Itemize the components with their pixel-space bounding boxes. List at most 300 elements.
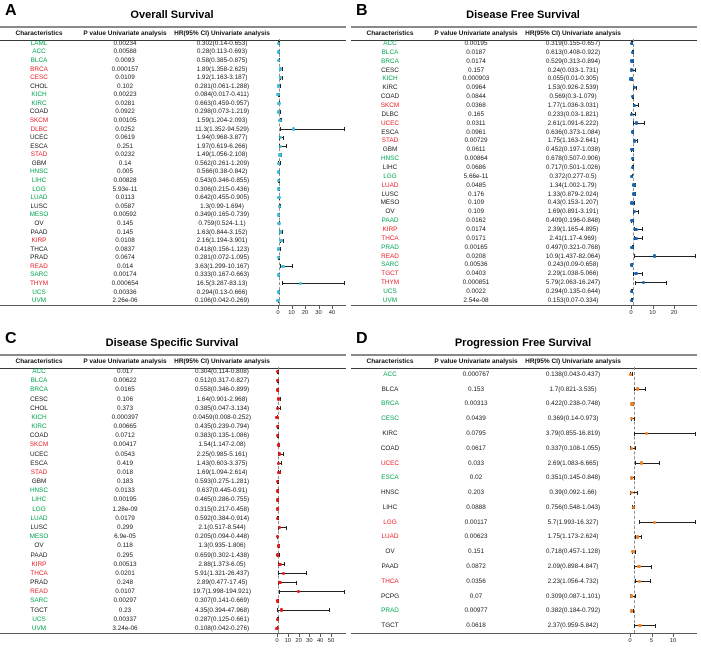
hr-point (630, 417, 633, 420)
axis-tick-label: 0 (629, 310, 633, 316)
forest-plot-cell (623, 456, 697, 471)
hr-ci-value: 2.23(1.056-4.732) (547, 577, 599, 585)
hr-point (277, 273, 280, 276)
table-row (351, 574, 697, 589)
table-row (0, 413, 346, 422)
hr-ci-value: 0.298(0.073-1.219) (194, 108, 250, 116)
hr-point (277, 102, 280, 105)
table-row (0, 185, 346, 194)
hr-ci-value: 0.659(0.302-1.438) (194, 551, 250, 559)
hr-point (632, 192, 635, 195)
ci-cap (641, 535, 642, 539)
hr-ci-value: 0.306(0.215-0.436) (194, 185, 250, 193)
cancer-type-label: BLCA (30, 377, 48, 385)
p-value: 0.251 (117, 142, 133, 150)
hr-point (277, 222, 280, 225)
cancer-type-label: LUAD (30, 514, 48, 522)
forest-plot-cell (272, 108, 346, 117)
cancer-type-label: THYM (29, 279, 49, 287)
forest-plot-cell (272, 90, 346, 99)
panel-letter: D (356, 330, 368, 347)
cancer-type-label: LUSC (381, 190, 399, 198)
hr-ci-value: 0.084(0.017-0.411) (195, 91, 249, 99)
cancer-type-label: ACC (383, 370, 397, 378)
table-row (351, 397, 697, 412)
hr-point (653, 254, 656, 257)
ci-cap (634, 476, 635, 480)
p-value: 0.00588 (113, 48, 137, 56)
p-value: 0.018 (117, 468, 133, 476)
forest-plot-cell (623, 119, 697, 128)
cancer-type-label: BRCA (30, 65, 48, 73)
table-row (0, 253, 346, 262)
table-row (351, 163, 697, 172)
forest-plot-cell (272, 367, 346, 376)
forest-plot-cell (623, 278, 697, 287)
forest-plot-cell (623, 145, 697, 154)
table-row (351, 278, 697, 287)
hr-ci-value: 1.89(1.358-2.625) (196, 65, 248, 73)
hr-ci-value: 1.49(1.056-2.108) (196, 151, 248, 159)
cancer-type-label: THCA (381, 234, 399, 242)
ci-cap (650, 579, 651, 583)
cancer-type-label: STAD (30, 151, 48, 159)
axis (351, 633, 697, 648)
panel-title: Overall Survival (130, 9, 214, 21)
forest-plot-cell (623, 296, 697, 305)
hr-point (630, 246, 633, 249)
table-row (0, 404, 346, 413)
cancer-type-label: THYM (380, 279, 400, 287)
ci-whisker (282, 283, 344, 284)
hr-ci-value: 2.37(0.959-5.842) (547, 622, 599, 630)
hr-point (630, 201, 633, 204)
table-row (0, 578, 346, 587)
col-header-pvalue: P value Univariate analysis (434, 30, 518, 37)
hr-point (278, 563, 281, 566)
hr-point (277, 471, 280, 474)
cancer-type-label: KIRC (382, 430, 398, 438)
p-value: 0.0109 (115, 74, 135, 82)
hr-point (277, 196, 280, 199)
hr-ci-value: 0.558(0.346-0.899) (194, 386, 250, 394)
cancer-type-label: LGG (32, 185, 46, 193)
hr-ci-value: 0.281(0.061-1.288) (194, 82, 250, 90)
p-value: 0.0108 (115, 237, 135, 245)
p-value: 0.07 (469, 592, 483, 600)
hr-ci-value: 1.64(0.901-2.968) (196, 395, 248, 403)
forest-plot-cell (623, 441, 697, 456)
ci-whisker (639, 522, 695, 523)
ci-cap (634, 417, 635, 421)
p-value: 0.419 (117, 459, 133, 467)
hr-point (277, 84, 280, 87)
hr-ci-value: 2.09(0.898-4.847) (547, 563, 599, 571)
forest-plot-cell (623, 411, 697, 426)
table-row (0, 376, 346, 385)
hr-point (280, 608, 283, 611)
hr-point (299, 282, 302, 285)
hr-ci-value: 0.562(0.261-1.209) (194, 159, 250, 167)
forest-plot-cell (272, 99, 346, 108)
forest-plot-cell (272, 486, 346, 495)
p-value: 0.0113 (115, 194, 135, 202)
table-row (0, 596, 346, 605)
cancer-type-label: COAD (380, 93, 400, 101)
forest-plot-cell (272, 125, 346, 134)
forest-plot-cell (272, 459, 346, 468)
hr-point (632, 183, 635, 186)
forest-plot-cell (272, 431, 346, 440)
cancer-type-label: TGCT (381, 622, 399, 630)
ci-whisker (634, 256, 695, 257)
forest-plot-cell (623, 426, 697, 441)
hr-point (636, 387, 639, 390)
axis-tick (277, 634, 278, 637)
hr-point (630, 609, 633, 612)
cancer-type-label: KICH (31, 413, 47, 421)
cancer-type-label: SKCM (29, 116, 49, 124)
forest-plot-cell (272, 219, 346, 228)
p-value: 0.23 (118, 606, 132, 614)
hr-ci-value: 0.205(0.094-0.448) (194, 533, 250, 541)
hr-ci-value: 0.294(0.135-0.644) (545, 287, 601, 295)
hr-point (277, 42, 280, 45)
panel-b (351, 2, 701, 322)
col-header-pvalue: P value Univariate analysis (83, 358, 167, 365)
ci-cap (283, 239, 284, 243)
forest-plot-cell (623, 243, 697, 252)
forest-plot-cell (623, 544, 697, 559)
ci-cap (635, 550, 636, 554)
table-row (0, 505, 346, 514)
p-value: 0.0022 (466, 287, 486, 295)
forest-plot-cell (623, 269, 697, 278)
hr-ci-value: 1.94(0.968-3.877) (196, 134, 248, 142)
hr-point (633, 210, 636, 213)
hr-ci-value: 0.39(0.092-1.66) (549, 489, 597, 497)
axis-tick (331, 634, 332, 637)
cancer-type-label: DLBC (381, 110, 399, 118)
table-row (351, 136, 697, 145)
forest-plot-cell (272, 176, 346, 185)
hr-ci-value: 0.756(0.548-1.043) (545, 503, 601, 511)
cancer-type-label: MESO (29, 211, 49, 219)
ci-cap (282, 76, 283, 80)
forest-plot-cell (272, 159, 346, 168)
hr-ci-value: 0.294(0.13-0.666) (196, 288, 248, 296)
table-row (351, 128, 697, 137)
ci-cap (344, 590, 345, 594)
hr-point (278, 581, 281, 584)
hr-ci-value: 1.75(1.173-2.624) (547, 533, 599, 541)
forest-plot-cell (623, 92, 697, 101)
hr-ci-value: 0.106(0.042-0.269) (194, 297, 250, 305)
table-row (0, 90, 346, 99)
col-header-hr: HR(95% CI) Univariate analysis (525, 358, 621, 365)
ci-whisker (277, 610, 328, 611)
axis-tick (292, 306, 293, 309)
p-value: 0.000767 (462, 370, 490, 378)
forest-plot-cell (272, 477, 346, 486)
axis-tick-label: 30 (315, 310, 322, 316)
hr-point (630, 59, 633, 62)
forest-plot-cell (272, 514, 346, 523)
table-row (0, 168, 346, 177)
hr-ci-value: 16.5(3.287-83.13) (196, 279, 248, 287)
p-value: 6.9e-05 (114, 533, 136, 541)
axis-tick-label: 20 (295, 638, 302, 644)
cancer-type-label: COAD (380, 444, 400, 452)
hr-ci-value: 5.7(1.993-16.327) (547, 518, 599, 526)
ci-cap (637, 139, 638, 143)
ci-cap (279, 590, 280, 594)
panel-d (351, 330, 701, 650)
forest-plot-cell (623, 589, 697, 604)
p-value: 0.033 (468, 459, 484, 467)
hr-point (277, 187, 280, 190)
table-row (0, 422, 346, 431)
hr-point (277, 110, 280, 113)
hr-ci-value: 4.35(0.394-47.968) (194, 606, 250, 614)
hr-ci-value: 1.3(0.935-1.806) (198, 542, 246, 550)
hr-point (633, 104, 636, 107)
forest-plot-cell (623, 225, 697, 234)
table-row (0, 82, 346, 91)
cancer-type-label: UCS (32, 615, 46, 623)
panel-title: Disease Free Survival (466, 9, 580, 21)
axis-tick (299, 634, 300, 637)
cancer-type-label: BRCA (381, 400, 399, 408)
p-value: 0.0281 (115, 99, 135, 107)
hr-ci-value: 2.25(0.985-5.161) (196, 450, 248, 458)
cancer-type-label: UCEC (29, 450, 49, 458)
p-value: 0.0686 (466, 163, 486, 171)
forest-plot-cell (272, 73, 346, 82)
cancer-type-label: OV (385, 548, 395, 556)
p-value: 0.014 (117, 262, 133, 270)
p-value: 0.165 (468, 110, 484, 118)
ci-cap (645, 387, 646, 391)
p-value: 0.0368 (466, 101, 486, 109)
hr-ci-value: 0.382(0.184-0.792) (545, 607, 601, 615)
hr-ci-value: 2.1(0.517-8.544) (198, 524, 246, 531)
table-row (0, 116, 346, 125)
forest-plot-cell (272, 228, 346, 237)
hr-point (276, 599, 279, 602)
hr-point (276, 618, 279, 621)
cancer-type-label: PRAD (381, 243, 399, 251)
forest-plot-cell (272, 505, 346, 514)
forest-plot-cell (623, 48, 697, 57)
table-row (351, 618, 697, 633)
hr-ci-value: 0.637(0.445-0.91) (196, 487, 248, 495)
hr-point (630, 476, 633, 479)
table-row (0, 523, 346, 532)
cancer-type-label: ESCA (381, 474, 399, 482)
p-value: 0.183 (117, 478, 133, 486)
axis-tick-label: 0 (275, 638, 279, 644)
hr-ci-value: 0.281(0.072-1.095) (194, 254, 250, 262)
p-value: 0.0107 (115, 588, 135, 596)
hr-ci-value: 0.58(0.385-0.875) (196, 56, 248, 64)
hr-point (640, 461, 643, 464)
cancer-type-label: READ (381, 252, 399, 260)
col-header-characteristics: Characteristics (15, 30, 63, 37)
table-row (0, 228, 346, 237)
cancer-type-label: SKCM (380, 101, 400, 109)
hr-ci-value: 0.383(0.135-1.086) (194, 432, 250, 440)
forest-plot-cell (623, 287, 697, 296)
cancer-type-label: GBM (31, 159, 47, 167)
ci-cap (634, 201, 635, 205)
forest-plot-cell (623, 66, 697, 75)
p-value: 0.151 (468, 548, 484, 556)
col-header-characteristics: Characteristics (366, 30, 414, 37)
ci-whisker (280, 129, 344, 130)
hr-point (278, 153, 281, 156)
hr-point (634, 228, 637, 231)
cancer-type-label: LGG (32, 505, 46, 513)
p-value: 0.00592 (113, 211, 137, 219)
cancer-type-label: READ (30, 262, 48, 270)
rows (0, 367, 346, 633)
cancer-type-label: OV (34, 219, 44, 227)
ci-cap (642, 272, 643, 276)
ci-cap (638, 210, 639, 214)
table-row (351, 530, 697, 545)
cancer-type-label: KICH (382, 75, 398, 83)
hr-ci-value: 0.304(0.114-0.808) (195, 368, 249, 376)
forest-plot-cell (623, 163, 697, 172)
rows (351, 367, 697, 633)
p-value: 0.0133 (115, 487, 135, 495)
cancer-type-label: CESC (30, 395, 48, 403)
p-value: 0.0171 (466, 234, 486, 242)
hr-point (642, 281, 645, 284)
table-row (0, 65, 346, 74)
forest-plot-cell (272, 262, 346, 271)
ci-whisker (635, 282, 665, 283)
ci-cap (284, 562, 285, 566)
hr-point (276, 507, 279, 510)
p-value: 0.0232 (115, 151, 135, 159)
hr-point (630, 402, 633, 405)
table-row (0, 385, 346, 394)
cancer-type-label: ESCA (30, 459, 48, 467)
table-row (0, 108, 346, 117)
forest-plot-cell (272, 296, 346, 305)
table-row (351, 145, 697, 154)
cancer-type-label: PAAD (30, 551, 48, 559)
p-value: 0.102 (117, 82, 133, 90)
col-header-characteristics: Characteristics (15, 358, 63, 365)
hr-point (279, 230, 282, 233)
hr-ci-value: 1.54(1.147-2.08) (198, 441, 246, 449)
axis-tick-label: 40 (316, 638, 324, 644)
hr-ci-value: 1.75(1.163-2.641) (547, 137, 599, 145)
table-row (0, 125, 346, 134)
col-header-hr: HR(95% CI) Univariate analysis (174, 30, 270, 37)
table-row (0, 615, 346, 624)
p-value: 3.24e-06 (112, 624, 138, 632)
ci-cap (282, 281, 283, 285)
table-row (0, 395, 346, 404)
hr-point (297, 590, 300, 593)
hr-ci-value: 0.452(0.197-1.038) (545, 146, 601, 154)
ci-cap (283, 136, 284, 140)
hr-point (630, 219, 633, 222)
hr-ci-value: 0.337(0.108-1.055) (545, 444, 601, 452)
table-row (0, 142, 346, 151)
hr-ci-value: 0.385(0.047-3.134) (194, 404, 250, 412)
hr-ci-value: 0.465(0.286-0.755) (194, 496, 250, 504)
forest-plot-cell (623, 172, 697, 181)
ci-cap (695, 432, 696, 436)
p-value: 0.0208 (466, 252, 486, 260)
hr-point (629, 77, 632, 80)
ci-cap (280, 406, 281, 410)
p-value: 5.66e-11 (463, 172, 489, 180)
hr-ci-value: 2.89(0.477-17.45) (196, 579, 248, 587)
ci-cap (344, 127, 345, 131)
axis-tick-label: 0 (276, 310, 280, 316)
hr-point (634, 272, 637, 275)
ci-cap (634, 624, 635, 628)
cancer-type-label: UCEC (29, 134, 49, 142)
hr-point (278, 119, 281, 122)
hr-point (277, 290, 280, 293)
hr-ci-value: 1.97(0.619-6.266) (196, 142, 248, 150)
cancer-type-label: THCA (381, 577, 399, 585)
hr-ci-value: 0.566(0.38-0.842) (196, 168, 248, 176)
panel-letter: C (5, 330, 17, 347)
hr-point (636, 535, 639, 538)
cancer-type-label: UVM (31, 297, 47, 305)
table-row (0, 514, 346, 523)
p-value: 0.00337 (113, 615, 137, 623)
cancer-type-label: PAAD (381, 217, 399, 225)
ci-cap (282, 230, 283, 234)
ci-cap (635, 446, 636, 450)
table-row (351, 485, 697, 500)
hr-point (279, 145, 282, 148)
hr-point (279, 239, 282, 242)
forest-plot-cell (272, 440, 346, 449)
p-value: 0.00297 (113, 597, 137, 605)
ci-cap (280, 397, 281, 401)
ci-cap (635, 579, 636, 583)
table-row (0, 450, 346, 459)
ci-cap (659, 461, 660, 465)
forest-plot-cell (272, 82, 346, 91)
ci-cap (306, 571, 307, 575)
p-value: 0.0587 (115, 202, 135, 210)
p-value: 0.0964 (466, 84, 486, 92)
table-row (351, 207, 697, 216)
forest-plot-cell (623, 190, 697, 199)
axis-tick-label: 30 (306, 638, 313, 644)
table-row (351, 411, 697, 426)
hr-ci-value: 0.678(0.507-0.906) (545, 155, 601, 163)
hr-ci-value: 0.138(0.043-0.437) (545, 370, 601, 378)
forest-plot-cell (272, 271, 346, 280)
p-value: 0.0174 (466, 57, 486, 65)
table-row (0, 99, 346, 108)
cancer-type-label: COAD (29, 432, 49, 440)
p-value: 0.0844 (466, 93, 486, 101)
forest-plot-cell (272, 193, 346, 202)
